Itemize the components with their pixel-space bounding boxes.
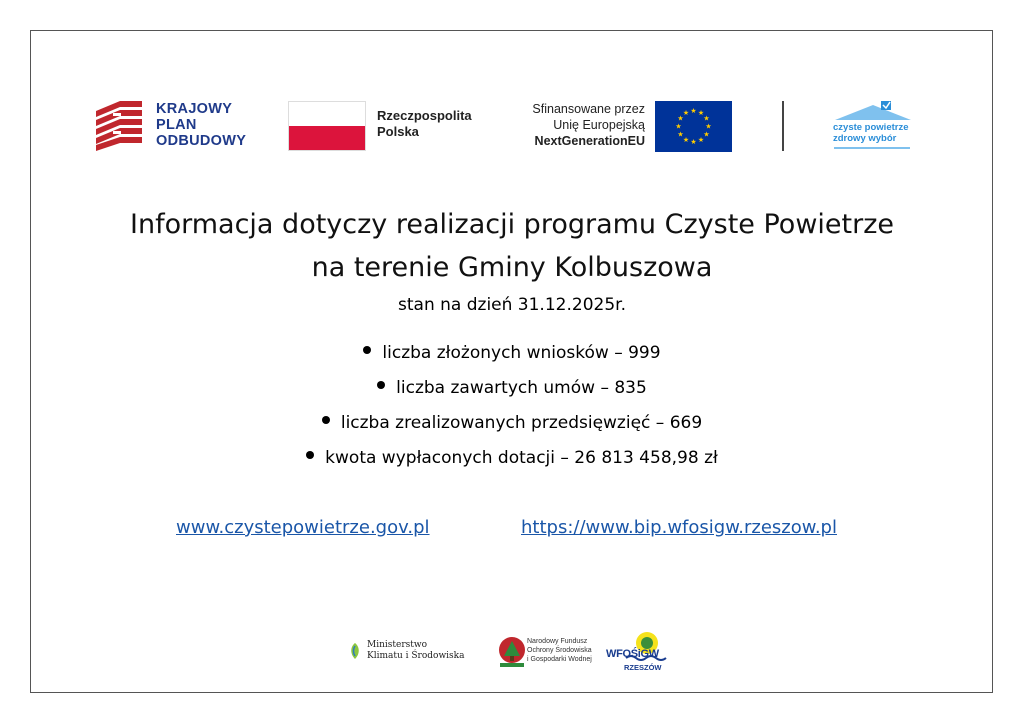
mks-line-2: Klimatu i Środowiska <box>367 651 465 661</box>
svg-text:★: ★ <box>690 107 697 115</box>
list-item <box>0 445 1024 480</box>
bullet-icon <box>363 346 371 354</box>
status-date: stan na dzień 31.12.2025r. <box>398 295 626 315</box>
kpo-emblem-icon <box>96 101 146 151</box>
kpo-line-1: KRAJOWY <box>156 101 233 117</box>
kpo-line-3: ODBUDOWY <box>156 133 247 149</box>
wfos-sub: RZESZÓW <box>624 663 662 672</box>
bip-wfosigw-link[interactable]: https://www.bip.wfosigw.rzeszow.pl <box>521 517 837 538</box>
stat-text: kwota wypłaconych dotacji – 26 813 458,98 zł <box>325 448 718 468</box>
list-item <box>0 410 1024 445</box>
czyste-powietrze-logo <box>833 100 913 152</box>
svg-text:★: ★ <box>690 138 697 146</box>
cp-line-1: czyste powietrze <box>833 122 909 133</box>
polish-flag-icon <box>288 101 366 151</box>
svg-text:★: ★ <box>682 136 690 144</box>
svg-text:★: ★ <box>703 114 710 123</box>
rp-line-2: Polska <box>377 124 419 139</box>
svg-text:★: ★ <box>703 130 710 139</box>
nfos-line-1: Narodowy Fundusz <box>527 638 588 645</box>
svg-text:★: ★ <box>682 109 690 117</box>
bullet-icon <box>322 416 330 424</box>
kpo-line-2: PLAN <box>156 117 197 133</box>
cp-line-2: zdrowy wybór <box>833 133 897 144</box>
eu-flag-icon <box>655 101 732 152</box>
eu-line-1: Sfinansowane przez <box>532 102 645 116</box>
svg-text:★: ★ <box>697 109 705 117</box>
nfos-tree-icon <box>498 636 526 668</box>
rp-logo <box>288 101 488 153</box>
list-item <box>0 340 1024 375</box>
eu-logo <box>505 101 735 153</box>
wfosigw-logo <box>606 631 688 673</box>
kpo-logo <box>96 101 266 153</box>
bullet-icon <box>377 381 385 389</box>
svg-text:★: ★ <box>677 130 684 139</box>
page-title-line-2: na terenie Gminy Kolbuszowa <box>311 252 713 283</box>
svg-text:★: ★ <box>677 114 684 123</box>
page-title-line-1: Informacja dotyczy realizacji programu Czyste Powietrze <box>130 209 894 240</box>
stat-text: liczba zrealizowanych przedsięwzięć – 669 <box>340 413 703 433</box>
nfos-logo <box>498 636 598 668</box>
stats-list <box>0 340 1024 480</box>
svg-text:★: ★ <box>697 136 705 144</box>
house-checkmark-icon <box>833 100 913 122</box>
bullet-icon <box>306 451 314 459</box>
wfos-name: WFOŚiGW <box>606 648 659 660</box>
czyste-powietrze-link[interactable]: www.czystepowietrze.gov.pl <box>176 517 430 538</box>
stat-text: liczba zawartych umów – 835 <box>396 378 647 398</box>
svg-text:★: ★ <box>675 122 682 131</box>
ministry-logo <box>348 640 478 664</box>
eu-line-2: Unię Europejską <box>553 118 645 132</box>
list-item <box>0 375 1024 410</box>
nfos-line-2: Ochrony Środowiska <box>527 647 592 654</box>
nfos-line-3: i Gospodarki Wodnej <box>527 656 592 663</box>
rp-line-1: Rzeczpospolita <box>377 108 472 123</box>
stat-text: liczba złożonych wniosków – 999 <box>382 343 661 363</box>
mks-line-1: Ministerstwo <box>367 640 427 650</box>
eu-line-3: NextGenerationEU <box>534 134 645 148</box>
ministry-emblem-icon <box>348 642 362 660</box>
svg-text:★: ★ <box>705 122 712 131</box>
logo-divider <box>782 101 784 151</box>
cp-underline <box>834 147 910 149</box>
